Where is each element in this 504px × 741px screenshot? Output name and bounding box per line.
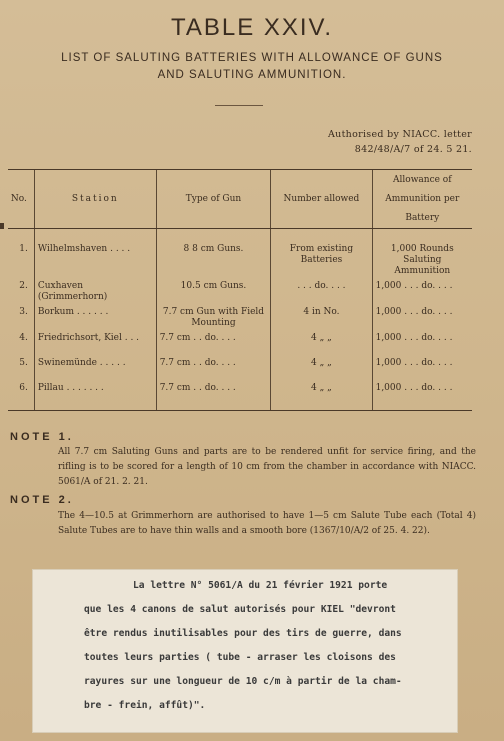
table-row xyxy=(8,303,472,329)
cell-ammunition: 1,000 . . . do. . . . xyxy=(372,329,472,354)
table-header-row xyxy=(8,170,472,229)
table-row xyxy=(8,329,472,354)
cell-gun: 7.7 cm . . do. . . . xyxy=(156,329,271,354)
note-1-text: All 7.7 cm Saluting Guns and parts are to be rendered unfit for service firing, and the rifling is to be scored for a length of 10 cm from the chamber in accordance with NIACC. 5061/A of 21. 2. 21. xyxy=(58,447,476,487)
col-header-no: No. xyxy=(8,170,34,229)
cell-no: 6. xyxy=(8,379,34,411)
authority-line-2: 842/48/A/7 of 24. 5 21. xyxy=(354,144,472,155)
note-1-heading: NOTE 1. xyxy=(10,431,74,443)
cell-number: 4 „ „ xyxy=(271,379,372,411)
cell-ammunition: 1,000 . . . do. . . . xyxy=(372,354,472,379)
table-row xyxy=(8,277,472,303)
cell-station: Friedrichsort, Kiel . . . xyxy=(34,329,156,354)
table-row xyxy=(8,354,472,379)
cell-number: 4 „ „ xyxy=(271,354,372,379)
cell-no: 3. xyxy=(19,307,28,317)
clipping-line: bre - frein, affût)". xyxy=(84,700,206,711)
table-row xyxy=(8,229,472,278)
cell-number: 4 in No. xyxy=(271,303,372,329)
table-row xyxy=(8,379,472,411)
cell-number: From existing Batteries xyxy=(271,229,372,278)
edge-mark xyxy=(0,223,4,229)
authority-line-1: Authorised by NIACC. letter xyxy=(327,129,472,140)
divider xyxy=(215,105,263,106)
cell-gun: 10.5 cm Guns. xyxy=(156,277,271,303)
col-header-gun: Type of Gun xyxy=(156,170,271,229)
note-2-text: The 4—10.5 at Grimmerhorn are authorised to have 1—5 cm Salute Tube each (Total 4) Salute Tubes are to have thin walls and a smooth bore (1367/10/A/2 of 25. 4. 22). xyxy=(58,511,476,536)
clipping-line: toutes leurs parties ( tube - arraser les cloisons des xyxy=(84,652,396,663)
cell-ammunition: 1,000 Rounds Saluting Ammunition xyxy=(372,229,472,278)
typed-clipping xyxy=(33,570,457,732)
cell-station: Pillau . . . . . . . xyxy=(34,379,156,411)
cell-station: Swinemünde . . . . . xyxy=(34,354,156,379)
col-header-station: Station xyxy=(34,170,156,229)
clipping-line: que les 4 canons de salut autorisés pour KIEL "devront xyxy=(84,604,396,615)
cell-ammunition: 1,000 . . . do. . . . xyxy=(372,277,472,303)
subtitle-line-2: AND SALUTING AMMUNITION. xyxy=(157,69,347,81)
cell-ammunition: 1,000 . . . do. . . . xyxy=(372,303,472,329)
col-header-number: Number allowed xyxy=(271,170,372,229)
cell-no: 4. xyxy=(19,333,28,343)
cell-number: . . . do. . . . xyxy=(271,277,372,303)
cell-station: Wilhelmshaven . . . . xyxy=(34,229,156,278)
batteries-table xyxy=(8,169,472,411)
clipping-line: La lettre N° 5061/A du 21 février 1921 porte xyxy=(133,580,388,591)
col-header-ammunition: Allowance of Ammunition per Battery xyxy=(372,170,472,229)
clipping-line: être rendus inutilisables pour des tirs de guerre, dans xyxy=(84,628,402,639)
subtitle-line-1: LIST OF SALUTING BATTERIES WITH ALLOWANCE OF GUNS xyxy=(61,52,443,64)
clipping-line: rayures sur une longueur de 10 c/m à partir de la cham- xyxy=(84,676,402,687)
cell-no: 1. xyxy=(19,244,28,254)
cell-ammunition: 1,000 . . . do. . . . xyxy=(372,379,472,411)
cell-station: Borkum . . . . . . xyxy=(34,303,156,329)
cell-gun: 8 8 cm Guns. xyxy=(156,229,271,278)
cell-gun: 7.7 cm Gun with Field Mounting xyxy=(156,303,271,329)
cell-no: 2. xyxy=(19,281,28,291)
cell-gun: 7.7 cm . . do. . . . xyxy=(156,379,271,411)
note-2-heading: NOTE 2. xyxy=(10,494,74,506)
cell-number: 4 „ „ xyxy=(271,329,372,354)
cell-station: Cuxhaven (Grimmerhorn) xyxy=(34,277,156,303)
cell-gun: 7.7 cm . . do. . . . xyxy=(156,354,271,379)
cell-no: 5. xyxy=(19,358,28,368)
page-title: TABLE XXIV. xyxy=(170,14,334,41)
